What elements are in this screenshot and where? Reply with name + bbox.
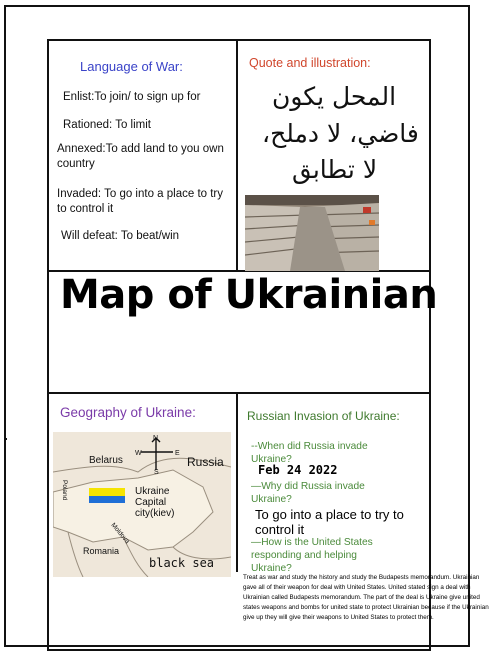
vocab-term: Invaded: To go into a place to try to control it <box>57 188 224 215</box>
compass-s: S <box>154 469 159 476</box>
vocab-term: Rationed: To limit <box>63 119 151 131</box>
invasion-title: Russian Invasion of Ukraine: <box>247 409 400 423</box>
geography-title: Geography of Ukraine: <box>60 405 196 420</box>
arabic-quote-line: المحل يكون <box>272 82 397 111</box>
question-when: --When did Russia invade Ukraine? <box>251 441 368 465</box>
flag-blue <box>89 496 125 503</box>
divider-bottom-vertical <box>236 392 238 572</box>
compass-w: W <box>135 450 142 457</box>
page-title: Map of Ukrainian <box>60 272 438 318</box>
question-how: —How is the United States responding and helping Ukraine? <box>251 537 373 574</box>
vocab-term: Will defeat: To beat/win <box>61 230 180 242</box>
answer-when: Feb 24 2022 <box>258 463 338 477</box>
ukraine-map <box>53 432 231 577</box>
vocab-term: Enlist:To join/ to sign up for <box>63 91 201 103</box>
compass-e: E <box>175 450 180 457</box>
stray-mark <box>5 438 7 440</box>
vocab-term: Annexed:To add land to you own country <box>57 143 224 170</box>
flag-yellow <box>89 488 125 496</box>
label-belarus: Belarus <box>89 455 123 466</box>
empty-shelves-photo <box>245 195 379 271</box>
label-ukraine: Ukraine <box>135 486 170 497</box>
compass-n: N <box>153 435 159 442</box>
label-capital: Capital <box>135 497 167 508</box>
language-of-war-title: Language of War: <box>80 59 183 74</box>
label-moldova: Moldova <box>109 521 131 546</box>
divider-middle <box>47 392 431 394</box>
label-black-sea: black sea <box>149 556 215 570</box>
answer-why: To go into a place to try to control it <box>255 507 404 537</box>
arabic-quote-line: لا تطابق <box>292 155 378 184</box>
label-romania: Romania <box>83 546 120 556</box>
divider-top-vertical <box>236 39 238 271</box>
arabic-quote-line: فاضي، لا دملح، <box>262 119 419 148</box>
answer-how-note: Treat as war and study the history and study the Budapests memorandum. Ukrainian gave all of their weapon for deal with United States. United stated sign a deal with Ukrainian called Budapests memorandum. The part of the deal is Ukraine give united states weapons and bombs for united state to protect Ukrainian because if the Ukrainian give up they will give their weapons to United States to protect them. <box>243 574 489 621</box>
label-poland: Poland <box>61 480 68 501</box>
label-russia: Russia <box>187 455 224 469</box>
question-why: —Why did Russia invade Ukraine? <box>251 481 365 505</box>
label-city: city(kiev) <box>135 508 175 519</box>
quote-title: Quote and illustration: <box>249 56 371 70</box>
